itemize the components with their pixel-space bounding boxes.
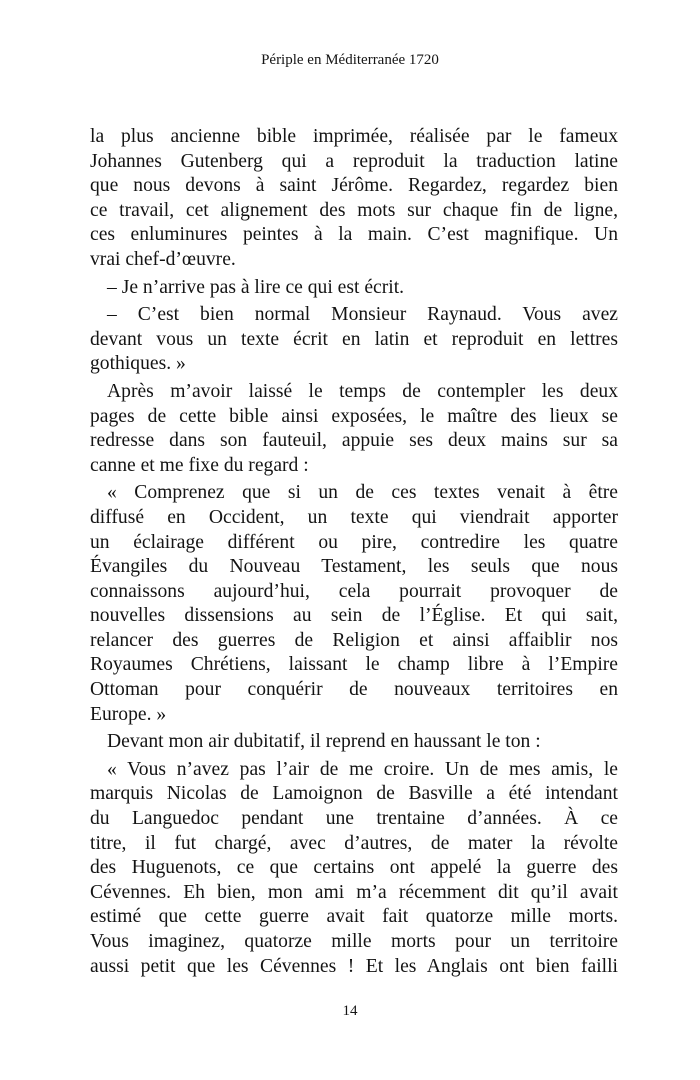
text-line: Royaumes Chrétiens, laissant le champ libre à l’Empire (90, 654, 618, 676)
page-number: 14 (342, 1003, 358, 1019)
text-line: diffusé en Occident, un texte qui viendrait apporter (90, 506, 618, 528)
text-line: nouvelles dissensions au sein de l’Église. Et qui sait, (90, 605, 618, 627)
text-line: connaissons aujourd’hui, cela pourrait provoquer de (90, 580, 618, 602)
text-line: ce travail, cet alignement des mots sur chaque fin de ligne, (90, 199, 618, 221)
text-line: canne et me fixe du regard : (90, 454, 309, 476)
text-line: redresse dans son fauteuil, appuie ses deux mains sur sa (90, 430, 618, 452)
text-line: – C’est bien normal Monsieur Raynaud. Vous avez (107, 304, 618, 326)
text-line: vrai chef-d’œuvre. (90, 248, 236, 270)
text-line: gothiques. » (90, 353, 186, 375)
text-line: estimé que cette guerre avait fait quatorze mille morts. (90, 906, 618, 928)
text-line: du Languedoc pendant une trentaine d’années. À ce (90, 808, 618, 830)
text-line: Après m’avoir laissé le temps de contempler les deux (107, 380, 618, 402)
text-line: la plus ancienne bible imprimée, réalisée par le fameux (90, 126, 618, 147)
paragraph (90, 276, 618, 301)
text-line: aussi petit que les Cévennes ! Et les Anglais ont bien failli (90, 955, 618, 977)
text-line: titre, il fut chargé, avec d’autres, de mater la révolte (90, 832, 618, 854)
text-line: Europe. » (90, 703, 167, 725)
text-line: marquis Nicolas de Lamoignon de Basville a été intendant (90, 783, 618, 805)
text-line: que nous devons à saint Jérôme. Regardez, regardez bien (90, 175, 618, 197)
paragraph (90, 380, 618, 478)
paragraph (90, 730, 618, 755)
text-line: un éclairage différent ou pire, contredire les quatre (90, 531, 618, 553)
text-line: devant vous un texte écrit en latin et reproduit en lettres (90, 328, 618, 350)
text-line: ces enluminures peintes à la main. C’est magnifique. Un (90, 224, 618, 246)
text-line: Cévennes. Eh bien, mon ami m’a récemment dit qu’il avait (90, 881, 618, 903)
text-line: pages de cette bible ainsi exposées, le maître des lieux se (90, 405, 618, 427)
paragraph (90, 303, 618, 377)
text-line: Devant mon air dubitatif, il reprend en haussant le ton : (107, 731, 541, 753)
paragraph (90, 758, 618, 979)
text-line: Ottoman pour conquérir de nouveaux territoires en (90, 679, 618, 701)
paragraph (90, 125, 618, 273)
text-line: « Vous n’avez pas l’air de me croire. Un de mes amis, le (107, 758, 618, 780)
text-line: Vous imaginez, quatorze mille morts pour un territoire (90, 931, 618, 952)
text-line: « Comprenez que si un de ces textes venait à être (107, 482, 618, 504)
running-header: Périple en Méditerranée 1720 (261, 52, 439, 68)
text-line: – Je n’arrive pas à lire ce qui est écrit. (107, 276, 405, 298)
page-body (90, 125, 618, 979)
text-line: Johannes Gutenberg qui a reproduit la traduction latine (90, 150, 618, 172)
text-line: relancer des guerres de Religion et ainsi affaiblir nos (90, 629, 618, 651)
text-line: des Huguenots, ce que certains ont appelé la guerre des (90, 857, 618, 879)
paragraph (90, 481, 618, 727)
text-line: Évangiles du Nouveau Testament, les seuls que nous (90, 556, 618, 578)
